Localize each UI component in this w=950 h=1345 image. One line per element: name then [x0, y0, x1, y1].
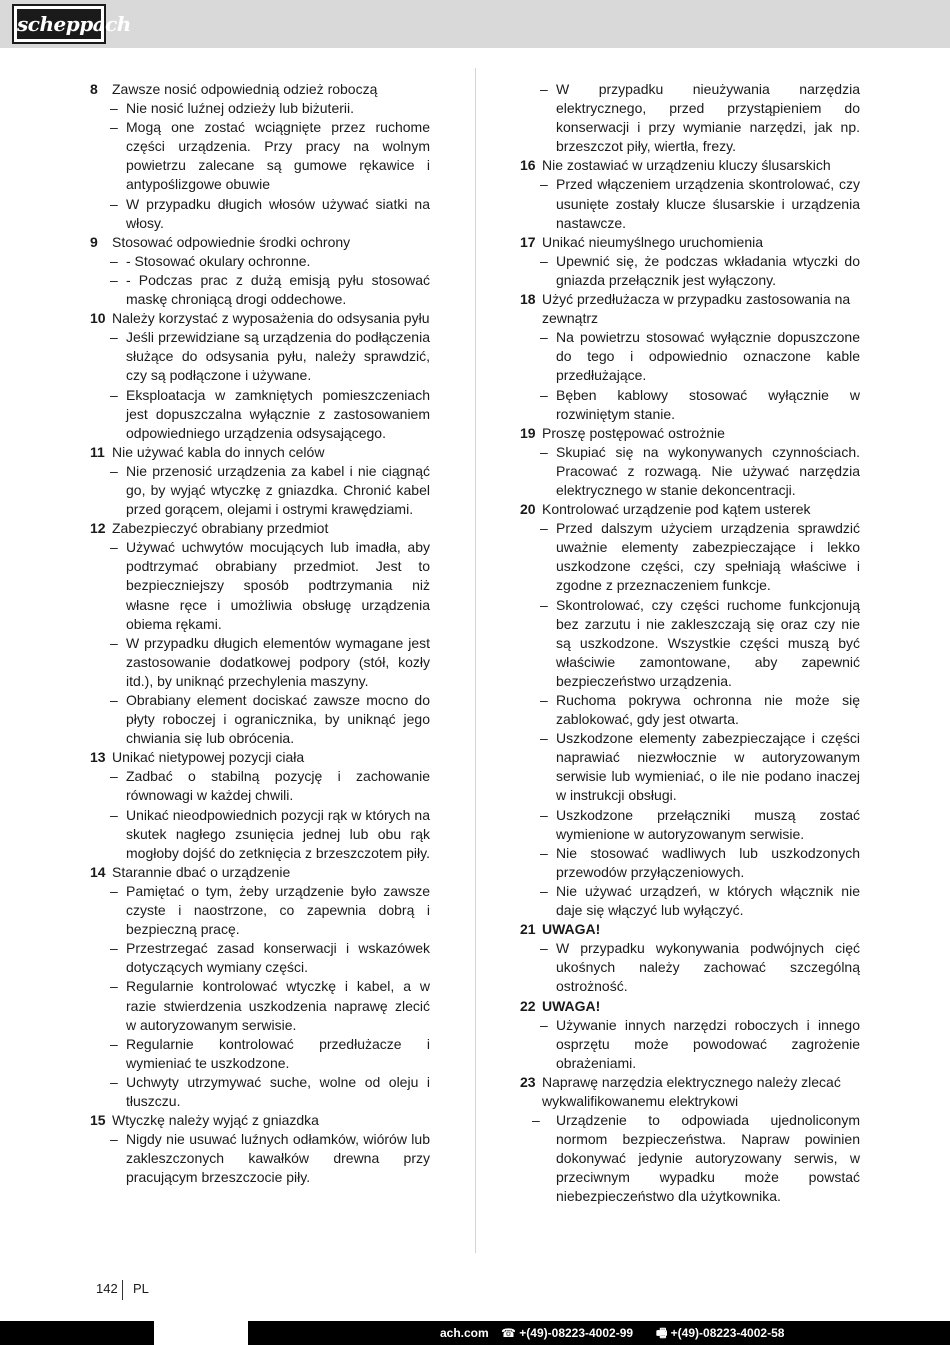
bullet-text: Przed dalszym użyciem urządzenia sprawdzić uważnie elementy zabezpieczające i lekko uszkodzone części, czy spełniają właściwe i zgodne z przeznaczeniem funkcje.	[556, 520, 860, 594]
instruction-title: Zawsze nosić odpowiednią odzież roboczą	[112, 81, 378, 97]
dash-marker: –	[540, 443, 548, 460]
instruction-bullet	[90, 882, 430, 939]
instruction-item	[520, 920, 860, 996]
dash-marker: –	[110, 271, 118, 288]
instruction-heading	[90, 748, 430, 767]
scheppach-logo	[12, 4, 131, 44]
fax-number: +(49)-08223-4002-58	[670, 1326, 785, 1340]
bullet-text: Nie stosować wadliwych lub uszkodzonych przewodów przyłączeniowych.	[556, 844, 860, 880]
dash-marker: –	[540, 806, 548, 823]
instruction-item	[90, 519, 430, 748]
instruction-number: 22	[520, 997, 536, 1014]
instruction-title: UWAGA!	[542, 921, 601, 938]
instruction-title: Unikać nietypowej pozycji ciała	[112, 749, 305, 766]
dash-marker: –	[110, 462, 118, 479]
bullet-text: Uszkodzone elementy zabezpieczające i części naprawiać niezwłocznie w autoryzowanym serwisie lub wymieniać, o ile nie podano inaczej w instrukcji obsługi.	[556, 730, 860, 804]
bullet-text: W przypadku nieużywania narzędzia elektrycznego, przed przystąpieniem do konserwacji i przy wymianie narzędzi, jak np. brzeszczot piły, wiertła, frezy.	[556, 81, 860, 155]
instruction-item	[520, 290, 860, 424]
footer-separator	[122, 1280, 123, 1300]
instruction-item	[90, 233, 430, 309]
right-column	[520, 80, 860, 1207]
dash-marker: –	[540, 1016, 548, 1033]
dash-marker: –	[540, 844, 548, 861]
instruction-heading	[520, 500, 860, 519]
instruction-item	[90, 80, 430, 233]
bullet-text: Eksploatacja w zamkniętych pomieszczeniach jest dopuszczalna wyłącznie z zastosowaniem odpowiedniego urządzenia odsysającego.	[126, 386, 430, 441]
instruction-bullet	[520, 596, 860, 691]
website-text: ach.com	[440, 1326, 489, 1340]
dash-marker: –	[110, 806, 118, 823]
dash-marker: –	[110, 252, 118, 269]
instruction-bullet	[520, 806, 860, 844]
instruction-bullet	[520, 519, 860, 595]
instruction-title: Starannie dbać o urządzenie	[112, 863, 291, 880]
dash-marker: –	[540, 882, 548, 899]
language-code: PL	[133, 1281, 149, 1296]
instruction-title: Nie używać kabla do innych celów	[112, 443, 325, 460]
bullet-text: Nie przenosić urządzenia za kabel i nie ciągnąć go, by wyjąć wtyczkę z gniazdka. Chronić kabel przed gorącem, olejami i ostrymi krawędziami.	[126, 462, 430, 518]
instruction-heading	[520, 1073, 860, 1111]
bullet-text: Unikać nieodpowiednich pozycji rąk w których na skutek nagłego zsunięcia jednej lub obu rąk mogłoby dojść do zetknięcia z brzeszczotem piły.	[126, 806, 430, 861]
instruction-heading	[520, 156, 860, 175]
instruction-item	[90, 309, 430, 443]
instruction-title: Użyć przedłużacza w przypadku zastosowania na zewnątrz	[542, 291, 851, 327]
instruction-bullet	[90, 634, 430, 691]
instruction-item	[90, 863, 430, 1111]
instruction-heading	[90, 309, 430, 328]
dash-marker: –	[110, 1131, 118, 1148]
instruction-title: Kontrolować urządzenie pod kątem usterek	[542, 501, 811, 518]
instruction-bullet	[520, 691, 860, 729]
instruction-bullet	[90, 1130, 430, 1187]
instruction-bullet	[520, 80, 860, 156]
instruction-heading	[90, 443, 430, 462]
page-number: 142	[96, 1281, 118, 1296]
contact-bar	[0, 1321, 950, 1345]
phone-number: +(49)-08223-4002-99	[519, 1326, 634, 1340]
dash-marker: –	[110, 329, 118, 346]
instruction-item	[90, 748, 430, 863]
bullet-text: Uchwyty utrzymywać suche, wolne od oleju i tłuszczu.	[126, 1073, 430, 1109]
instruction-heading	[90, 233, 430, 252]
bullet-text: Używanie innych narzędzi roboczych i innego osprzętu może powodować zagrożenie obrażeniami.	[556, 1016, 860, 1071]
instruction-bullet	[90, 806, 430, 863]
dash-marker: –	[110, 539, 118, 556]
dash-marker: –	[110, 100, 118, 117]
bullet-text: Ruchoma pokrywa ochronna nie może się zablokować, gdy jest otwarta.	[556, 692, 860, 728]
instruction-bullet	[90, 1035, 430, 1073]
instruction-number: 19	[520, 424, 536, 441]
instruction-number: 20	[520, 501, 536, 518]
instruction-heading	[520, 424, 860, 443]
bullet-text: Skupiać się na wykonywanych czynnościach. Pracować z rozwagą. Nie używać narzędzia elektrycznego w stanie dekoncentracji.	[556, 443, 860, 498]
instruction-bullet	[90, 195, 430, 233]
instruction-bullet	[90, 939, 430, 977]
dash-marker: –	[540, 730, 548, 747]
instruction-bullet	[90, 328, 430, 385]
dash-marker: –	[540, 252, 548, 269]
dash-marker: –	[540, 940, 548, 957]
instruction-item	[520, 997, 860, 1073]
instruction-bullet	[90, 99, 430, 118]
instruction-number: 13	[90, 749, 106, 766]
dash-marker: –	[110, 940, 118, 957]
bullet-text: Przestrzegać zasad konserwacji i wskazówek dotyczących wymiany części.	[126, 940, 430, 976]
instruction-bullet	[520, 1016, 860, 1073]
dash-marker: –	[540, 596, 548, 613]
bullet-text: W przypadku długich włosów używać siatki na włosy.	[126, 195, 430, 231]
dash-marker: –	[110, 1073, 118, 1090]
instruction-bullet	[520, 939, 860, 996]
instruction-bullet	[520, 844, 860, 882]
instruction-title: Naprawę narzędzia elektrycznego należy zlecać wykwalifikowanemu elektrykowi	[542, 1073, 841, 1109]
brand-wordmark: scheppach	[17, 9, 101, 39]
instruction-bullet	[520, 1111, 860, 1206]
instruction-heading	[90, 863, 430, 882]
instruction-heading	[520, 920, 860, 939]
instruction-heading	[90, 1111, 430, 1130]
instruction-bullet	[90, 118, 430, 194]
instruction-bullet	[520, 443, 860, 500]
dash-marker: –	[532, 1112, 540, 1129]
instruction-heading	[90, 519, 430, 538]
bullet-text: Regularnie kontrolować przedłużacze i wymieniać te uszkodzone.	[126, 1035, 430, 1071]
dash-marker: –	[540, 329, 548, 346]
bullet-text: Upewnić się, że podczas wkładania wtyczki do gniazda przełącznik jest wyłączony.	[556, 252, 860, 288]
fax-contact	[656, 1321, 784, 1345]
dash-marker: –	[110, 1035, 118, 1052]
left-column	[90, 80, 430, 1187]
instruction-title: Zabezpieczyć obrabiany przedmiot	[112, 520, 329, 537]
instruction-heading	[520, 997, 860, 1016]
bullet-text: Obrabiany element dociskać zawsze mocno do płyty roboczej i ogranicznika, by uniknąć jego chwiania się lub obrócenia.	[126, 692, 430, 747]
instruction-bullet	[90, 977, 430, 1034]
dash-marker: –	[540, 386, 548, 403]
bullet-text: Nie nosić luźnej odzieży lub biżuterii.	[126, 100, 354, 117]
instruction-title: UWAGA!	[542, 997, 601, 1014]
bullet-text: W przypadku długich elementów wymagane jest zastosowanie dodatkowej podpory (stół, kozły itd.), by uniknąć przechylenia maszyny.	[126, 634, 430, 689]
dash-marker: –	[540, 520, 548, 537]
instruction-item	[520, 80, 860, 156]
instruction-title: Stosować odpowiednie środki ochrony	[112, 233, 351, 250]
bullet-text: Uszkodzone przełączniki muszą zostać wymienione w autoryzowanym serwisie.	[556, 806, 860, 842]
instruction-number: 11	[90, 443, 105, 460]
dash-marker: –	[540, 176, 548, 193]
instruction-bullet	[520, 328, 860, 385]
dash-marker: –	[110, 195, 118, 212]
bullet-text: Zadbać o stabilną pozycję i zachowanie równowagi w każdej chwili.	[126, 768, 430, 804]
instruction-title: Wtyczkę należy wyjąć z gniazdka	[112, 1112, 319, 1129]
instruction-item	[90, 1111, 430, 1187]
bullet-text: Na powietrzu stosować wyłącznie dopuszczone do tego i odpowiednio oznaczone kable przedłużające.	[556, 329, 860, 384]
instruction-bullet	[90, 538, 430, 633]
bullet-text: Bęben kablowy stosować wyłącznie w rozwiniętym stanie.	[556, 386, 860, 422]
instruction-bullet	[90, 462, 430, 519]
dash-marker: –	[540, 692, 548, 708]
instruction-bullet	[520, 175, 860, 232]
instruction-number: 10	[90, 310, 106, 327]
instruction-item	[90, 443, 430, 519]
instruction-bullet	[90, 271, 430, 309]
instruction-title: Nie zostawiać w urządzeniu kluczy ślusarskich	[542, 157, 831, 174]
instruction-bullet	[90, 691, 430, 748]
instruction-item	[520, 156, 860, 232]
instruction-bullet	[520, 729, 860, 805]
instruction-number: 9	[90, 233, 98, 250]
instruction-heading	[520, 290, 860, 328]
instruction-number: 14	[90, 863, 106, 880]
instruction-heading	[520, 233, 860, 252]
dash-marker: –	[110, 768, 118, 785]
dash-marker: –	[110, 882, 118, 899]
instruction-bullet	[520, 386, 860, 424]
bullet-text: Pamiętać o tym, żeby urządzenie było zawsze czyste i naostrzone, co zapewnia dobrą i bezpieczną pracę.	[126, 882, 430, 938]
instruction-number: 8	[90, 81, 98, 97]
bullet-text: Mogą one zostać wciągnięte przez ruchome części urządzenia. Przy pracy na wolnym powietrzu zalecane są gumowe rękawice i antypoślizgowe obuwie	[126, 119, 430, 193]
dash-marker: –	[110, 386, 118, 403]
instruction-number: 21	[520, 921, 536, 938]
header-bar	[0, 0, 950, 48]
fax-icon: 🖷	[656, 1326, 668, 1340]
dash-marker: –	[110, 634, 118, 651]
contact-bar-left-block	[0, 1321, 154, 1345]
instruction-bullet	[90, 252, 430, 271]
instruction-bullet	[520, 882, 860, 920]
instruction-number: 15	[90, 1112, 106, 1129]
instruction-item	[520, 233, 860, 290]
bullet-text: - Stosować okulary ochronne.	[126, 252, 311, 269]
bullet-text: - Podczas prac z dużą emisją pyłu stosować maskę chroniącą drogi oddechowe.	[126, 271, 430, 308]
instruction-bullet	[520, 252, 860, 290]
instruction-number: 23	[520, 1073, 536, 1090]
instruction-title: Unikać nieumyślnego uruchomienia	[542, 233, 764, 250]
dash-marker: –	[540, 81, 548, 97]
instruction-bullet	[90, 386, 430, 443]
bullet-text: Przed włączeniem urządzenia skontrolować, czy usunięte zostały klucze ślusarskie i urządzenia nastawcze.	[556, 176, 860, 231]
instruction-number: 18	[520, 291, 536, 308]
dash-marker: –	[110, 119, 118, 136]
instruction-title: Należy korzystać z wyposażenia do odsysania pyłu	[112, 310, 430, 327]
instruction-title: Proszę postępować ostrożnie	[542, 424, 725, 441]
instruction-number: 16	[520, 157, 536, 174]
bullet-text: Nigdy nie usuwać luźnych odłamków, wiórów lub zakleszczonych kawałków drewna przy pracującym brzeszczocie piły.	[126, 1131, 430, 1186]
bullet-text: Nie używać urządzeń, w których włącznik nie daje się włączyć lub wyłączyć.	[556, 882, 860, 919]
instruction-number: 12	[90, 520, 106, 537]
bullet-text: Używać uchwytów mocujących lub imadła, aby podtrzymać obrabiany przedmiot. Jest to bezpieczniejszy sposób podtrzymania niż własne ręce i umożliwia obsługę urządzenia obiema rękami.	[126, 539, 430, 632]
bullet-text: Urządzenie to odpowiada ujednoliconym normom bezpieczeństwa. Napraw powinien dokonywać jedynie autoryzowany serwis, w przeciwnym wypadku może powstać niebezpieczeństwo dla użytkownika.	[556, 1112, 860, 1205]
instruction-bullet	[90, 1073, 430, 1111]
instruction-number: 17	[520, 233, 536, 250]
phone-icon: ☎	[501, 1326, 516, 1340]
instruction-heading	[90, 80, 430, 99]
instruction-item	[520, 500, 860, 920]
contact-bar-right-block	[248, 1321, 950, 1345]
bullet-text: Regularnie kontrolować wtyczkę i kabel, a w razie stwierdzenia uszkodzenia naprawę zlecić w autoryzowanym serwisie.	[126, 978, 430, 1033]
bullet-text: Jeśli przewidziane są urządzenia do podłączenia służące do odsysania pyłu, należy sprawdzić, czy są podłączone i używane.	[126, 329, 430, 384]
instruction-item	[520, 1073, 860, 1207]
dash-marker: –	[110, 978, 118, 995]
dash-marker: –	[110, 692, 118, 708]
bullet-text: W przypadku wykonywania podwójnych cięć ukośnych należy zachować szczególną ostrożność.	[556, 940, 860, 995]
phone-contact	[501, 1321, 633, 1345]
instruction-item	[520, 424, 860, 500]
bullet-text: Skontrolować, czy części ruchome funkcjonują bez zarzutu i nie zakleszczają się oraz czy nie są uszkodzone. Wszystkie części muszą być właściwie zamontowane, aby zapewnić bezpieczeństwo urządzenia.	[556, 596, 860, 689]
column-divider	[475, 68, 476, 1253]
instruction-bullet	[90, 767, 430, 805]
